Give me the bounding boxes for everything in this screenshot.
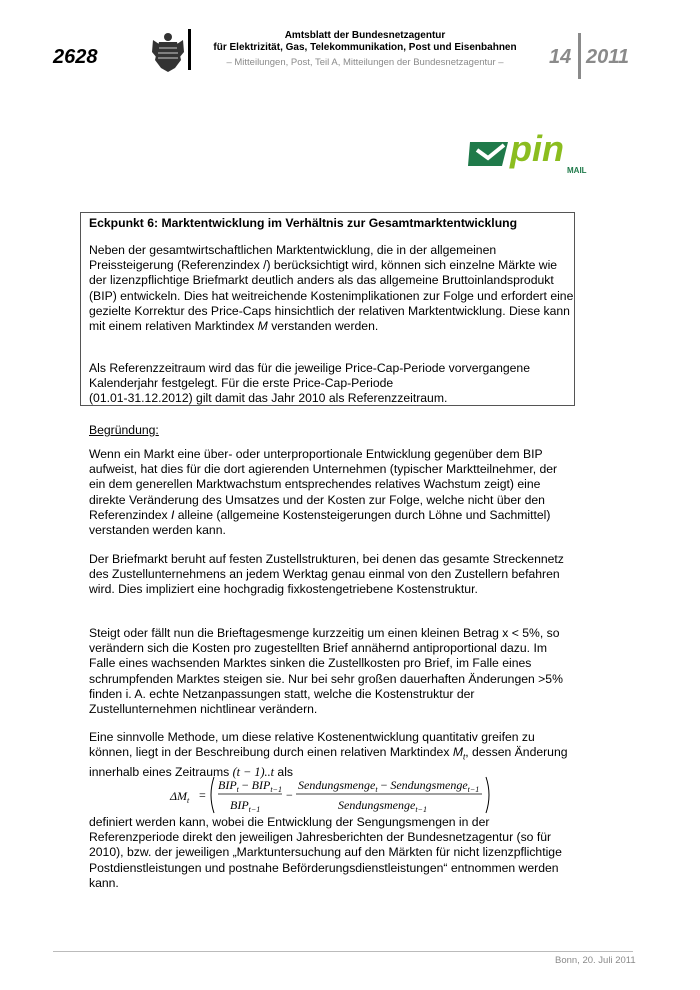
text-run: Als Referenzzeitraum wird das für die jeweilige Price-Cap-Periode vorvergangene Kalenderjahr festgelegt. Für die erste Price-Cap-Periode [89, 361, 530, 391]
journal-title-line1: Amtsblatt der Bundesnetzagentur [284, 30, 446, 41]
formula-paren-right [486, 777, 489, 813]
symbol-m: M [257, 319, 268, 334]
text-run: Eine sinnvolle Methode, um diese relative Kostenentwicklung quantitativ greifen zu können, liegt in der Beschreibung durch einen relativen Marktindex [89, 730, 535, 760]
reasoning-heading: Begründung: [89, 423, 159, 437]
key-point-paragraph-2 [89, 361, 575, 407]
page-number: 2628 [53, 46, 98, 68]
symbol-sub: t [462, 752, 466, 762]
body-paragraph-5: definiert werden kann, wobei die Entwicklung der Sengungsmengen in der Referenzperiode direkt den jeweiligen Jahresberichten der Bundesnetzagentur (so für 2010), bzw. der jeweiligen „Marktuntersuchung auf den Märkten für nicht lizenzpflichtige Postdienstleistungen und postnahe Beförderungsdienstleistungen“ entnommen werden kann. [89, 815, 562, 890]
journal-subtitle: – Mitteilungen, Post, Teil A, Mitteilungen der Bundesnetzagentur – [226, 57, 504, 68]
key-point-title: Eckpunkt 6: Marktentwicklung im Verhältnis zur Gesamtmarktentwicklung [89, 216, 518, 230]
journal-title-line2: für Elektrizität, Gas, Telekommunikation, Post und Eisenbahnen [213, 42, 517, 53]
time-range: (t − 1)..t [232, 764, 275, 779]
symbol-i: I [170, 507, 175, 522]
formula-paren-left [211, 777, 214, 813]
body-paragraph-2: Der Briefmarkt beruht auf festen Zustellstrukturen, bei denen das gesamte Streckennetz des Zustellunternehmens an jedem Werktag genau einmal von den Zustellern befahren wird. Dies impliziert eine hochgradig fixkostengetriebene Kostenstruktur. [89, 552, 564, 597]
formula-den2: Sendungsmenge$_{t-1}$ [338, 798, 427, 814]
text-run: alleine (allgemeine Kostensteigerungen durch Löhne und Sachmittel) verstanden werden kann. [89, 507, 551, 538]
formula-den1: $BIP_{t-1}$ [230, 798, 261, 814]
federal-eagle-icon [151, 30, 185, 74]
footer-rule [53, 951, 633, 952]
formula-minus: − [286, 788, 293, 802]
formula [160, 774, 500, 816]
text-run: verstanden werden. [267, 319, 379, 334]
body-paragraph-3: Steigt oder fällt nun die Brieftagesmenge kurzzeitig um einen kleinen Betrag x < 5%, so verändern sich die Kosten pro zugestellten Brief annähernd antiproportional dazu. Im Falle eines wachsenden Marktes sinken die Zustellkosten pro Brief, im Falle eines schrumpfenden Marktes steigen sie. Nur bei sehr großen dauerhaften Änderungen >5% finden i. A. echte Netzanpassungen statt, welche die Kostenstruktur der Zustellunternehmen nichtlinear verändern. [89, 626, 563, 717]
symbol-m: M [452, 745, 463, 760]
text-run: Neben der gesamtwirtschaftlichen Marktentwicklung, die in der allgemeinen Preissteigerung (Referenzindex /) berücksichtigt wird, können sich einzelne Märkte wie der lizenzpflichtige Briefmarkt deutlich anders als das allgemeine Bruttoinlandsprodukt (BIP) entwickeln. Dies hat weitreichende Kostenimplikationen zur Folge und erfordert eine gezielte Korrektur des Price-Caps hinsichtlich der relativen Marktentwicklung. Diese kann mit einem relativen Marktindex [89, 243, 574, 334]
formula-num2: Sendungsmenge$_t$ − Sendungsmenge$_{t-1}$ [298, 778, 480, 794]
text-run: Wenn ein Markt eine über- oder unterproportionale Entwicklung gegenüber dem BIP aufweist, hat dies für die dort agierenden Unternehmen (typischer Marktteilnehmer, der ein dem generellen Marktwachstum entsprechendes relatives Wachstum zeigt) eine direkte Veränderung des Umsatzes und der Kosten zur Folge, welche nicht über den Referenzindex [89, 447, 558, 522]
issue-year: 2011 [586, 46, 630, 68]
body-paragraph-1 [89, 447, 575, 538]
key-point-paragraph-1 [89, 243, 575, 334]
footer-date: Bonn, 20. Juli 2011 [555, 955, 636, 966]
body-paragraph-4 [89, 730, 575, 780]
text-run: , dessen Änderung innerhalb eines Zeitraums [89, 745, 568, 779]
logo-sub-text: MAIL [567, 166, 587, 175]
text-run: (01.01-31.12.2012) gilt damit das Jahr 2010 als Referenzzeitraum. [89, 391, 448, 406]
issue-divider [578, 33, 581, 79]
envelope-icon [468, 142, 508, 166]
formula-lhs: $\Delta M_t$ [170, 789, 190, 805]
journal-title [190, 30, 540, 54]
logo-brand-text: pin [510, 128, 564, 169]
text-run: als [274, 764, 293, 779]
formula-num1: $BIP_t - BIP_{t-1}$ [218, 778, 282, 794]
issue-number: 14 [549, 46, 572, 68]
pin-mail-logo [468, 128, 593, 176]
formula-equals: = [199, 788, 206, 802]
